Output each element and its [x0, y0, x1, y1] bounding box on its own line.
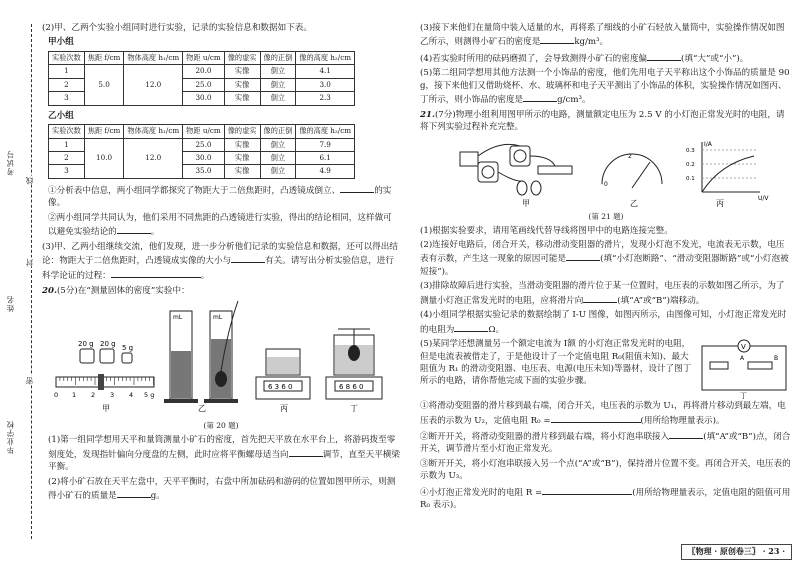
q21-b4-text: (4)小组同学根据实验记录的数据绘制了 I-U 图像，如图丙所示，由图像可知，小灯泡正常发光时的电阻为: [420, 310, 787, 335]
cell: 4.1: [296, 65, 355, 78]
cell: 1: [49, 138, 85, 151]
balance-reading: 6 8 6 0: [339, 383, 364, 392]
cell: 实像: [224, 138, 260, 151]
answer-blank[interactable]: [231, 253, 265, 263]
q20-title: [42, 285, 400, 297]
q20-p2-tail: g。: [150, 491, 165, 502]
tick-label: 0.3: [686, 147, 695, 154]
scale-mark: 5 g: [144, 391, 155, 400]
answer-blank[interactable]: [566, 251, 600, 261]
cell: 25.0: [183, 138, 225, 151]
cell: 实像: [224, 65, 260, 78]
q19-s3-mid: 有关。请写出分析实验信息，进行科学论证的过程：: [42, 256, 394, 281]
answer-blank[interactable]: [111, 268, 201, 278]
cell: 实像: [224, 165, 260, 178]
rider-marker: [98, 374, 104, 390]
figure-20: [42, 299, 392, 419]
col-header: 焦距 f/cm: [84, 51, 124, 64]
balance-d: [326, 329, 382, 413]
q21-c1-tail: (用所给物理量表示)。: [640, 415, 725, 426]
q21-b3-text: (3)排除故障后进行实验，当滑动变阻器的滑片位于某一位置时，电压表的示数如图乙所示，为了测量小灯泡正常发光时的电阻，应将滑片向: [420, 281, 785, 306]
cell: 5.0: [84, 65, 124, 105]
q19-statement-2: [42, 212, 400, 239]
scale-mark: 0: [54, 391, 59, 400]
cell: 倒立: [260, 151, 296, 164]
cell: 2: [49, 78, 85, 91]
balance-reading: 6 3 6 0: [268, 383, 293, 392]
figure-label: 甲: [102, 404, 110, 414]
weight-label: 5 g: [122, 344, 134, 353]
weights-illustration: [54, 340, 154, 413]
voltmeter-symbol: V: [741, 343, 746, 352]
q20-p5-text: (5)第二组同学想用其他方法测一个小饰品的密度，他们先用电子天平称出这个小饰品的质量是 90 g，接下来他们又借助烧杯、水、玻璃杯和电子天平测出了小饰品的体积，实验操作情况如图丙、丁所示，则小饰品的密度是: [420, 68, 790, 106]
cell: 7.9: [296, 138, 355, 151]
col-header: 实验次数: [49, 51, 85, 64]
q19-s1-tail: 的实像。: [48, 185, 392, 209]
q19-s2-tail: 。: [150, 227, 160, 238]
q19-intro: (2)甲、乙两个实验小组同时进行实验，记录的实验信息和数据如下表。: [42, 23, 312, 33]
q21-c1-text: ①将滑动变阻器的滑片移到最右端，闭合开关，电压表的示数为 U₁，再将滑片移动到最左端，电压表的示数为 U₂，定值电阻 R₀ =: [420, 401, 786, 426]
name-label: 姓名: [6, 295, 15, 312]
q21-b2-text: (2)连接好电路后，闭合开关，移动滑动变阻器的滑片，发现小灯泡不发光，电流表无示数，电压表有示数，产生这一现象的原因可能是: [420, 239, 785, 265]
figure-label: 丙: [280, 404, 288, 414]
group-a-label: 甲小组: [48, 37, 74, 48]
q21-step-2: [420, 429, 792, 456]
cell: 35.0: [183, 165, 225, 178]
cell: 12.0: [124, 138, 183, 178]
q21-title-text: (7分)物理小组利用图甲所示的电路，测量额定电压为 2.5 V 的小灯泡正常发光时的电阻，请将下列实验过程补充完整。: [420, 109, 785, 133]
answer-blank[interactable]: [647, 51, 681, 61]
q21-part-4: [420, 309, 792, 336]
q20-p3-tail: kg/m³。: [574, 37, 609, 48]
balance-c: [256, 349, 310, 413]
col-header: 像的虚实: [224, 125, 260, 138]
table-row: [49, 65, 355, 78]
weight-label: 20 g: [78, 340, 94, 349]
q21-part-1: (1)根据实验要求，请用笔画线代替导线将图甲中的电路连接完整。: [420, 225, 673, 236]
q20-part-5: [420, 67, 792, 106]
dial-mark: 0: [604, 180, 608, 188]
q21-c4-text: ④小灯泡正常发光时的电阻 R =: [420, 487, 543, 498]
q21-c4-tail: (用所给物理量表示，定值电阻的阻值可用 R₀ 表示)。: [420, 487, 791, 511]
question-number: 20.: [42, 286, 57, 297]
figure-label: 甲: [522, 198, 530, 208]
answer-blank[interactable]: [551, 413, 641, 423]
cell: 2.3: [296, 92, 355, 105]
q20-p5-tail: g/cm³。: [557, 95, 591, 106]
scale-mark: 3: [110, 391, 115, 400]
q20-p3-text: (3)接下来他们在量筒中装入适量的水，再将系了细线的小矿石轻放入量筒中，实验操作情况如图乙所示，则测得小矿石的密度是: [420, 23, 785, 48]
col-header: 物体高度 h₁/cm: [124, 125, 183, 138]
answer-blank[interactable]: [340, 183, 374, 193]
seal-mark: 封: [25, 258, 34, 267]
answer-blank[interactable]: [117, 488, 151, 498]
scale-mark: 1: [72, 391, 77, 400]
cell: 20.0: [183, 65, 225, 78]
group-b-label: 乙小组: [48, 110, 74, 121]
cell: 倒立: [260, 138, 296, 151]
table-group-b: [48, 124, 355, 179]
q21-c2-text: ②断开开关，将滑动变阻器的滑片移到最右端，将小灯泡串联接入: [420, 432, 670, 443]
scale-mark: 2: [91, 391, 96, 400]
exam-id-label: 考试号: [6, 150, 15, 176]
answer-blank[interactable]: [669, 429, 703, 439]
left-column: [42, 22, 400, 505]
cell: 25.0: [183, 78, 225, 91]
voltmeter-dial: [602, 153, 662, 208]
col-header: 焦距 f/cm: [84, 125, 124, 138]
q20-p1-text: (1)第一组同学想用天平和量筒测量小矿石的密度，首先把天平放在水平台上，将游码拨至零刻度处，发现指针偏向分度盘的左侧，此时应将平衡螺母适当向: [48, 435, 396, 460]
cell: 2: [49, 151, 85, 164]
table-header-row: [49, 51, 355, 64]
q21-part-3: [420, 280, 792, 307]
q20-p2-text: (2)将小矿石放在天平左盘中，天平平衡时，右盘中所加砝码和游码的位置如图甲所示，则测得小矿石的质量是: [48, 476, 396, 502]
scale-mark: 4: [129, 391, 134, 400]
cell: 倒立: [260, 65, 296, 78]
q20-part-4: [420, 51, 792, 65]
figure-label: 丁: [740, 392, 747, 401]
col-header: 像的高度 h₂/cm: [296, 51, 355, 64]
unit-label: mL: [173, 314, 183, 322]
binding-margin: [0, 0, 38, 566]
col-header: 实验次数: [49, 125, 85, 138]
q20-p1-tail: 调节，直至天平横梁平衡。: [48, 449, 400, 473]
figure-20-caption: (第 20 题): [203, 421, 239, 431]
q19-s3-text: (3)甲、乙两小组继续交流，他们发现，进一步分析他们记录的实验信息和数据，还可以得出结论：物距大于二倍焦距时，凸透镜成实像的大小与: [42, 241, 398, 267]
cell: 12.0: [124, 65, 183, 105]
table-group-a: [48, 51, 355, 106]
figure-21: [420, 136, 792, 210]
answer-blank[interactable]: [583, 293, 617, 303]
cell: 3.0: [296, 78, 355, 91]
tick-label: 0.2: [686, 161, 695, 168]
q20-title-text: (5分)在“测量固体的密度”实验中：: [56, 286, 190, 297]
q20-part-3: [420, 22, 792, 49]
col-header: 物距 u/cm: [183, 125, 225, 138]
cell: 倒立: [260, 78, 296, 91]
answer-blank[interactable]: [542, 485, 632, 495]
right-column: [420, 22, 792, 514]
col-header: 像的高度 h₂/cm: [296, 125, 355, 138]
q21-step-4: [420, 485, 792, 512]
seal-line: [31, 24, 32, 539]
q21-b4-tail: Ω。: [488, 324, 505, 335]
q19-s2-text: ②两小组同学共同认为，他们采用不同焦距的凸透镜进行实验，得出的结论相同，这样做可以避免实验结论的: [48, 212, 392, 238]
figure-label: 乙: [630, 198, 638, 208]
cell: 30.0: [183, 92, 225, 105]
cell: 实像: [224, 78, 260, 91]
q20-p4-text: (4)若实验时所用的砝码磨损了，会导致测得小矿石的密度偏: [420, 53, 648, 64]
figure-label: 乙: [198, 404, 206, 414]
answer-blank[interactable]: [454, 322, 488, 332]
answer-blank[interactable]: [289, 447, 323, 457]
cell: 30.0: [183, 151, 225, 164]
q20-part-2: [42, 476, 400, 503]
line-mark: 线: [25, 176, 34, 185]
q19-s1-text: ①分析表中信息，两小组同学都探究了物距大于二倍焦距时，凸透镜成倒立、: [48, 185, 341, 196]
col-header: 像的正倒: [260, 125, 296, 138]
q21-part-2: [420, 239, 792, 278]
cell: 实像: [224, 151, 260, 164]
table-header-row: [49, 125, 355, 138]
col-header: 像的虚实: [224, 51, 260, 64]
cell: 3: [49, 92, 85, 105]
q21-c2-tail: (填“A”或“B”)点，闭合开关，调节滑片至小灯泡正常发光。: [420, 432, 791, 455]
q21-b3-tail: (填“A”或“B”)端移动。: [617, 295, 705, 306]
circuit-a: [460, 144, 572, 208]
q21-step-1: [420, 400, 792, 427]
dial-mark: 2: [628, 152, 632, 160]
unit-label: mL: [213, 314, 223, 322]
table-row: [49, 138, 355, 151]
col-header: 像的正倒: [260, 51, 296, 64]
q19-statement-3: [42, 241, 400, 282]
q20-part-1: [42, 434, 400, 473]
cell: 倒立: [260, 92, 296, 105]
point-a-label: A: [740, 355, 745, 363]
answer-blank[interactable]: [117, 224, 151, 234]
q21-b2-tail: (填“小灯泡断路”、“滑动变阻器断路”或“小灯泡被短接”)。: [420, 254, 789, 277]
circuit-ding: [696, 338, 792, 400]
point-b-label: B: [774, 355, 779, 363]
figure-label: 丙: [716, 198, 724, 208]
col-header: 物体高度 h₁/cm: [124, 51, 183, 64]
cell: 6.1: [296, 151, 355, 164]
answer-blank[interactable]: [523, 92, 557, 102]
cell: 1: [49, 65, 85, 78]
q21-step-3: ③断开开关，将小灯泡串联接入另一个点(“A”或“B”)，保持滑片位置不变。再闭合开关，电压表的示数为 U₃。: [420, 458, 791, 482]
q19-statement-1: [42, 183, 400, 210]
cell: 倒立: [260, 165, 296, 178]
bind-mark: 密: [25, 376, 34, 385]
q21-part-5: (5)某同学还想测量另一个额定电流为 I额 的小灯泡正常发光时的电阻，但是电流表被借走了，于是他设计了一个定值电阻 R₀(阻值未知)、最大阻值为 R₁ 的滑动变阻器、电压表、电源(电压未知)等器材，设计了图丁所示的电路，请你帮他完成下面的实验步骤。: [420, 339, 692, 387]
weight-label: 20 g: [100, 340, 116, 349]
q21-part-5-block: [420, 338, 792, 400]
q19-s3-tail: 。: [200, 270, 210, 281]
tick-label: 0.1: [686, 175, 695, 182]
cell: 10.0: [84, 138, 124, 178]
school-label: 毕业学校: [6, 420, 15, 454]
figure-21-caption: (第 21 题): [588, 211, 624, 221]
page-footer: 〖物理 · 原创卷三〗 · 23 ·: [681, 544, 792, 560]
col-header: 物距 u/cm: [183, 51, 225, 64]
figure-label: 丁: [350, 404, 358, 414]
q20-p4-tail: (填“大”或“小”)。: [681, 53, 749, 64]
cell: 实像: [224, 92, 260, 105]
question-number: 21.: [420, 109, 435, 120]
answer-blank[interactable]: [540, 34, 574, 44]
axis-label: I/A: [704, 140, 712, 148]
measuring-cylinders: [164, 301, 238, 413]
q21-title: [420, 109, 792, 134]
cell: 4.9: [296, 165, 355, 178]
cell: 3: [49, 165, 85, 178]
iu-graph: [686, 141, 769, 208]
axis-label: U/V: [758, 194, 769, 202]
